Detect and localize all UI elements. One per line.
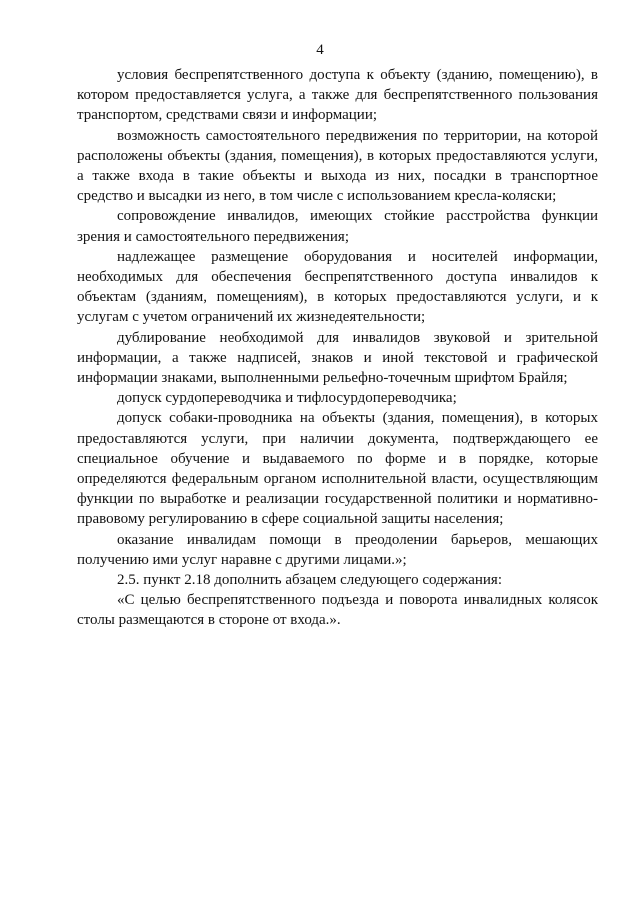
paragraph-barrier-assistance: оказание инвалидам помощи в преодолении барьеров, мешающих получению ими услуг наравне с другими лицами.»;	[77, 531, 598, 568]
paragraph-escort: сопровождение инвалидов, имеющих стойкие расстройства функции зрения и самостоятельного передвижения;	[77, 208, 598, 245]
paragraph-equipment-placement: надлежащее размещение оборудования и носителей информации, необходимых для обеспечения беспрепятственного доступа инвалидов к объектам (зданиям, помещениям), в которых предоставляются услуги, и к услугам с учетом ограничений их жизнедеятельности;	[77, 248, 598, 326]
paragraph-braille-duplication: дублирование необходимой для инвалидов звуковой и зрительной информации, а также надписей, знаков и иной текстовой и графической информации знаками, выполненными рельефно-точечным шрифтом Брайля;	[77, 329, 598, 387]
page-number: 4	[316, 42, 324, 58]
paragraph-guide-dog: допуск собаки-проводника на объекты (здания, помещения), в которых предоставляются услуги, при наличии документа, подтверждающего ее специальное обучение и выдаваемого по форме и в порядке, которые определяются федеральным органом исполнительной власти, осуществляющим функции по выработке и реализации государственной политики и нормативно-правовому регулированию в сфере социальной защиты населения;	[77, 410, 598, 528]
paragraph-amendment-2-5: 2.5. пункт 2.18 дополнить абзацем следующего содержания:	[117, 572, 502, 589]
paragraph-access-conditions: условия беспрепятственного доступа к объекту (зданию, помещению), в котором предоставляется услуга, а также для беспрепятственного пользования транспортом, средствами связи и информации;	[77, 67, 598, 124]
paragraph-interpreter-admission: допуск сурдопереводчика и тифлосурдопереводчика;	[117, 390, 457, 407]
paragraph-quoted-addition: «С целью беспрепятственного подъезда и поворота инвалидных колясок столы размещаются в стороне от входа.».	[77, 592, 598, 629]
document-body	[77, 65, 598, 631]
paragraph-independent-movement: возможность самостоятельного передвижения по территории, на которой расположены объекты (здания, помещения), в которых предоставляются услуги, а также входа в такие объекты и выхода из них, посадки в транспортное средство и высадки из него, в том числе с использованием кресла-коляски;	[77, 127, 598, 205]
